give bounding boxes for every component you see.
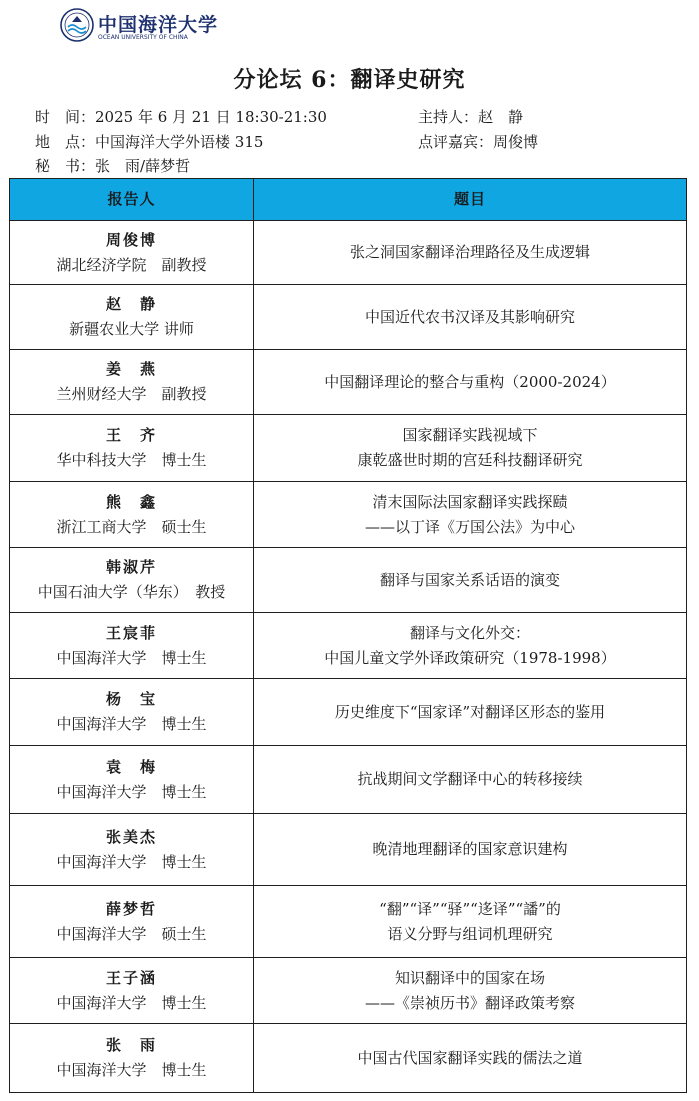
talk-title-cell <box>254 746 687 814</box>
talk-title-cell <box>254 415 687 482</box>
reporter-name: 张 雨 <box>105 1036 157 1054</box>
table-row <box>10 221 687 285</box>
table-row <box>10 1024 687 1093</box>
reporter-name: 王宸菲 <box>105 623 157 642</box>
reporter-name: 杨 宝 <box>105 690 157 708</box>
time-label: 时 间： <box>35 108 96 126</box>
table-row <box>10 285 687 350</box>
talk-title-cell <box>254 548 687 613</box>
place-label: 地 点： <box>35 133 96 151</box>
reporter-name: 姜 燕 <box>105 360 157 378</box>
reporter-cell <box>10 482 254 548</box>
university-logo <box>60 8 219 46</box>
time-info <box>35 106 327 127</box>
talk-title-line: 国家翻译实践视域下 <box>402 426 538 444</box>
reporter-name: 周俊博 <box>105 230 157 249</box>
reviewer-info <box>418 131 538 152</box>
reporter-name: 韩淑芹 <box>105 558 157 576</box>
talk-title-line: 抗战期间文学翻译中心的转移接续 <box>357 770 583 788</box>
table-header-row <box>10 179 687 221</box>
host-label: 主持人： <box>418 108 479 126</box>
talk-title-cell <box>254 958 687 1024</box>
talk-title-cell <box>254 221 687 285</box>
reporter-affiliation: 中国海洋大学 博士生 <box>56 715 207 733</box>
host-info <box>418 106 523 127</box>
reporter-cell <box>10 613 254 679</box>
talk-title-line: ——以丁译《万国公法》为中心 <box>364 517 575 536</box>
talk-title-line: 语义分野与组词机理研究 <box>387 924 553 943</box>
reporter-cell <box>10 958 254 1024</box>
talk-title-line: 中国古代国家翻译实践的儒法之道 <box>357 1048 583 1067</box>
table-row <box>10 746 687 814</box>
header-title: 题目 <box>254 179 687 221</box>
reporter-cell <box>10 415 254 482</box>
reporter-cell <box>10 746 254 814</box>
talk-title-line: 张之洞国家翻译治理路径及生成逻辑 <box>349 243 590 261</box>
secretary-info <box>35 155 190 176</box>
reporter-affiliation: 浙江工商大学 硕士生 <box>56 517 207 536</box>
ocean-university-emblem-icon <box>60 8 94 42</box>
table-row <box>10 415 687 482</box>
talk-title-cell <box>254 814 687 886</box>
table-row <box>10 613 687 679</box>
reporter-affiliation: 中国海洋大学 博士生 <box>56 1061 207 1079</box>
talk-title-line: 康乾盛世时期的宫廷科技翻译研究 <box>357 451 583 469</box>
host-value: 赵 静 <box>478 108 524 126</box>
reporter-affiliation: 华中科技大学 博士生 <box>56 451 207 469</box>
talk-title-cell <box>254 482 687 548</box>
reporter-cell <box>10 548 254 613</box>
reporter-affiliation: 中国海洋大学 博士生 <box>56 852 207 871</box>
reporter-name: 张美杰 <box>105 827 157 846</box>
reporter-cell <box>10 350 254 415</box>
talk-title-cell <box>254 613 687 679</box>
talk-title-line: 清末国际法国家翻译实践探赜 <box>372 492 568 511</box>
talk-title-line: 历史维度下“国家译”对翻译区形态的鉴用 <box>334 702 606 721</box>
talk-title-line: ——《崇祯历书》翻译政策考察 <box>364 993 575 1012</box>
reporter-name: 薛梦哲 <box>105 899 157 918</box>
time-value: 2025 年 6 月 21 日 18:30-21:30 <box>95 108 327 126</box>
reporter-affiliation: 新疆农业大学 讲师 <box>69 320 194 338</box>
talk-title-line: “翻”“译”“驿”“迻译”“譒”的 <box>379 899 561 918</box>
talk-title-line: 中国儿童文学外译政策研究（1978-1998） <box>324 648 616 667</box>
talk-title-line: 翻译与国家关系话语的演变 <box>379 570 560 589</box>
reporter-cell <box>10 814 254 886</box>
reporter-cell <box>10 221 254 285</box>
reviewer-label: 点评嘉宾： <box>418 133 494 151</box>
table-row <box>10 482 687 548</box>
reporter-cell <box>10 285 254 350</box>
place-value: 中国海洋大学外语楼 315 <box>95 133 264 151</box>
reporter-name: 熊 鑫 <box>105 492 157 511</box>
logo-chinese-text: 中国海洋大学 <box>98 14 219 36</box>
talk-title-cell <box>254 350 687 415</box>
talk-title-line: 中国近代农书汉译及其影响研究 <box>364 307 575 326</box>
place-info <box>35 131 263 152</box>
talk-title-cell <box>254 285 687 350</box>
logo-english-text: OCEAN UNIVERSITY OF CHINA <box>98 34 188 41</box>
reviewer-value: 周俊博 <box>493 133 539 151</box>
table-row <box>10 886 687 958</box>
reporter-name: 赵 静 <box>105 295 157 313</box>
reporter-affiliation: 中国海洋大学 博士生 <box>56 993 207 1012</box>
table-row <box>10 679 687 746</box>
reporter-cell <box>10 1024 254 1093</box>
talk-title-line: 知识翻译中的国家在场 <box>394 968 545 987</box>
talk-title-cell <box>254 679 687 746</box>
secretary-value: 张 雨/薛梦哲 <box>95 157 191 175</box>
table-row <box>10 350 687 415</box>
talk-title-cell <box>254 1024 687 1093</box>
table-row <box>10 548 687 613</box>
talk-title-line: 晚清地理翻译的国家意识建构 <box>372 840 568 858</box>
reporter-cell <box>10 886 254 958</box>
reporter-affiliation: 中国海洋大学 硕士生 <box>56 924 207 943</box>
reporter-affiliation: 中国石油大学（华东） 教授 <box>37 583 226 601</box>
reporter-name: 王子涵 <box>105 968 157 987</box>
secretary-label: 秘 书： <box>35 157 96 175</box>
table-row <box>10 814 687 886</box>
reporter-affiliation: 兰州财经大学 副教授 <box>56 385 207 403</box>
reporter-affiliation: 中国海洋大学 博士生 <box>56 782 207 801</box>
reporter-cell <box>10 679 254 746</box>
reporter-name: 王 齐 <box>105 426 157 444</box>
talk-title-cell <box>254 886 687 958</box>
reporter-name: 袁 梅 <box>105 757 157 776</box>
reporter-affiliation: 中国海洋大学 博士生 <box>56 648 207 667</box>
reporter-affiliation: 湖北经济学院 副教授 <box>56 255 207 274</box>
page-title: 分论坛 6：翻译史研究 <box>233 67 466 93</box>
talk-title-line: 翻译与文化外交： <box>409 623 530 642</box>
header-reporter: 报告人 <box>10 179 254 221</box>
schedule-table <box>9 178 687 1093</box>
table-row <box>10 958 687 1024</box>
talk-title-line: 中国翻译理论的整合与重构（2000-2024） <box>324 372 616 391</box>
